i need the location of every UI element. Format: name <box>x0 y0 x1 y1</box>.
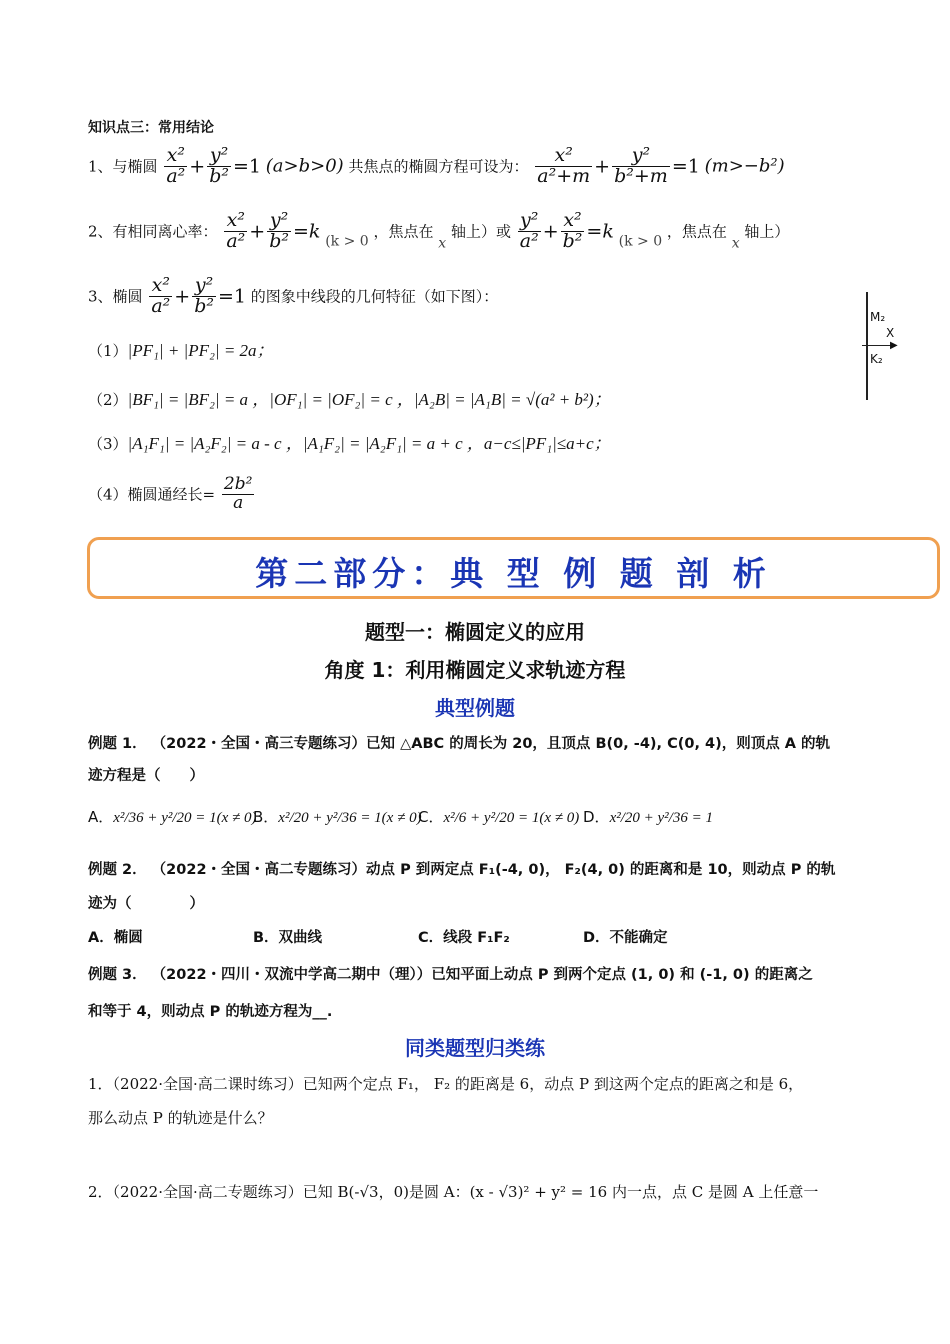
sub-item-4-label: （4）椭圆通经长= <box>88 485 216 504</box>
sub-item-2-expr: |BF₁| = |BF₂| = a ，|OF₁| = |OF₂| = c ，|A₂B| = |A₁B| = √(a² + b²)； <box>127 390 611 409</box>
item-2-axis-tail-1: 轴上）或 <box>450 222 511 241</box>
option-b-label: B． <box>253 808 279 826</box>
item-1-condition-2: (m>−b²) <box>704 155 785 177</box>
example-2-line-2: 迹为（ ） <box>88 896 204 912</box>
example-1-option-c[interactable] <box>418 806 579 827</box>
knowledge-heading: 知识点三：常用结论 <box>88 120 214 136</box>
banner-title: 第二部分：典 型 例 题 剖 析 <box>255 554 772 593</box>
option-d-label: D． <box>583 808 610 826</box>
item-1-middle: 共焦点的椭圆方程可设为： <box>348 157 529 176</box>
example-1-option-d[interactable] <box>583 806 713 827</box>
example-2-line-1: 例题 2． （2022・全国・高二专题练习）动点 P 到两定点 F₁(-4, 0)， F₂(4, 0) 的距离和是 10，则动点 P 的轨 <box>88 862 836 878</box>
practice-title: 同类题型归类练 <box>405 1036 545 1060</box>
item-1-condition: (a>b>0) <box>265 155 344 177</box>
item-2-focus-1: ，焦点在 <box>373 222 434 241</box>
figure-label-m2: M₂ <box>870 310 886 324</box>
fraction-y2-b2: $\frac{\text{y²}}{\text{b²}}$ <box>194 274 214 317</box>
item-2-axis-tail-2: 轴上） <box>744 222 790 241</box>
sub-item-1-expr: |PF₁| + |PF₂| = 2a； <box>127 341 274 360</box>
sub-item-2 <box>88 390 611 410</box>
practice-1-line-2: 那么动点 P 的轨迹是什么？ <box>88 1109 273 1127</box>
item-3-suffix: 的图象中线段的几何特征（如下图）： <box>250 287 499 306</box>
latus-denominator: a <box>233 492 244 513</box>
sub-item-3-label: （3） <box>88 435 128 453</box>
option-a-text: x²/36 + y²/20 = 1(x ≠ 0) <box>113 810 257 826</box>
figure-label-k2: K₂ <box>870 352 883 366</box>
option-a-label: A． <box>88 808 114 826</box>
example-2-option-c[interactable]: C．线段 F₁F₂ <box>418 930 510 946</box>
fraction-y2-b2: $\frac{\text{y²}}{\text{b²}}$ <box>209 144 229 187</box>
item-2-k-condition-1: (k > 0 <box>325 233 369 250</box>
example-3-line-1: 例题 3． （2022・四川・双流中学高二期中（理））已知平面上动点 P 到两个定点 (1, 0) 和 (-1, 0) 的距离之 <box>88 967 813 983</box>
item-2-prefix: 2、有相同离心率： <box>88 222 218 241</box>
example-2-option-d[interactable]: D．不能确定 <box>583 930 668 946</box>
fraction-x2-a2m: $\frac{\text{x²}}{\text{a²+m}}$ <box>537 144 591 187</box>
sub-item-3 <box>88 434 611 454</box>
item-2-focus-2: ，焦点在 <box>666 222 727 241</box>
figure-label-x: X <box>886 326 895 340</box>
example-2-option-b[interactable]: B．双曲线 <box>253 930 323 946</box>
sub-item-4 <box>88 476 256 513</box>
item-3-prefix: 3、椭圆 <box>88 287 143 306</box>
example-1-options <box>88 806 257 827</box>
figure-y-axis <box>866 292 868 400</box>
fraction-x2-a2: $\frac{\text{x²}}{\text{a²}}$ <box>226 209 246 252</box>
type-title: 题型一：椭圆定义的应用 <box>365 620 585 644</box>
fraction-x2-a2: $\frac{\text{x²}}{\text{a²}}$ <box>166 144 186 187</box>
fraction-y2-b2m: $\frac{\text{y²}}{\text{b²+m}}$ <box>614 144 668 187</box>
fraction-y2-a2: $\frac{\text{y²}}{\text{a²}}$ <box>519 209 539 252</box>
option-b-text: x²/20 + y²/36 = 1(x ≠ 0) <box>278 810 422 826</box>
item-2-axis-2: x <box>731 235 740 252</box>
item-1-prefix: 1、与椭圆 <box>88 157 158 176</box>
option-c-label: C． <box>418 808 444 826</box>
practice-1-line-1: 1．（2022·全国·高二课时练习）已知两个定点 F₁， F₂ 的距离是 6，动点 P 到这两个定点的距离之和是 6， <box>88 1075 804 1093</box>
fraction-y2-b2: $\frac{\text{y²}}{\text{b²}}$ <box>269 209 289 252</box>
practice-2-line-1: 2．（2022·全国·高二专题练习）已知 B(-√3，0)是圆 A：(x - √3)² + y² = 16 内一点，点 C 是圆 A 上任意一 <box>88 1183 819 1201</box>
item-1: 1、与椭圆 $\frac{\text{x²}}{\text{a²}}$ + $\frac{\text{y²}}{\text{b²}}$ =1 (a>b>0) 共焦点的椭圆方程可设为： $\frac{\text{x²}}{\text{a²+m}}$ + $\frac{\text{y²}}{\text{b²+m}}$ =1 (m>−b²) <box>88 144 785 187</box>
fraction-x2-b2: $\frac{\text{x²}}{\text{b²}}$ <box>562 209 583 252</box>
item-3: 3、椭圆 $\frac{\text{x²}}{\text{a²}}$ + $\frac{\text{y²}}{\text{b²}}$ =1 的图象中线段的几何特征（如下图）： <box>88 274 499 317</box>
angle-title: 角度 1：利用椭圆定义求轨迹方程 <box>324 658 626 682</box>
option-c-text: x²/6 + y²/20 = 1(x ≠ 0) <box>443 810 580 826</box>
part-two-banner <box>87 537 940 599</box>
arrow-right-icon: ▶ <box>890 340 898 351</box>
example-1-option-b[interactable] <box>253 806 422 827</box>
sub-item-1 <box>88 341 274 361</box>
sub-item-1-label: （1） <box>88 342 128 360</box>
example-1-option-a[interactable] <box>88 810 257 826</box>
example-1-line-1: 例题 1． （2022・全国・高三专题练习）已知 △ABC 的周长为 20，且顶点 B(0, -4), C(0, 4)，则顶点 A 的轨 <box>88 736 831 752</box>
item-2-axis-1: x <box>438 235 447 252</box>
sub-item-3-expr: |A₁F₁| = |A₂F₂| = a - c ，|A₁F₂| = |A₂F₁| = a + c ，a−c≤|PF₁|≤a+c； <box>127 434 611 453</box>
fraction-latus-rectum <box>222 476 255 513</box>
example-2-option-a[interactable]: A．椭圆 <box>88 930 143 946</box>
typical-examples-title: 典型例题 <box>435 696 515 720</box>
latus-numerator: 2b² <box>223 474 253 494</box>
sub-item-2-label: （2） <box>88 391 128 409</box>
fraction-x2-a2: $\frac{\text{x²}}{\text{a²}}$ <box>151 274 171 317</box>
item-2-k-condition-2: (k > 0 <box>618 233 663 250</box>
example-3-line-2: 和等于 4，则动点 P 的轨迹方程为__. <box>88 1004 333 1020</box>
item-2: 2、有相同离心率： $\frac{\text{x²}}{\text{a²}}$ + $\frac{\text{y²}}{\text{b²}}$ =k (k > 0 ，焦点在 x 轴上）或 $\frac{\text{y²}}{\text{a²}}$ + $\frac{\text{x²}}{\text{b²}}$ =k (k > 0 ，焦点在 x 轴上） <box>88 209 790 252</box>
example-1-line-2: 迹方程是（ ） <box>88 768 204 784</box>
option-d-text: x²/20 + y²/36 = 1 <box>609 810 713 826</box>
